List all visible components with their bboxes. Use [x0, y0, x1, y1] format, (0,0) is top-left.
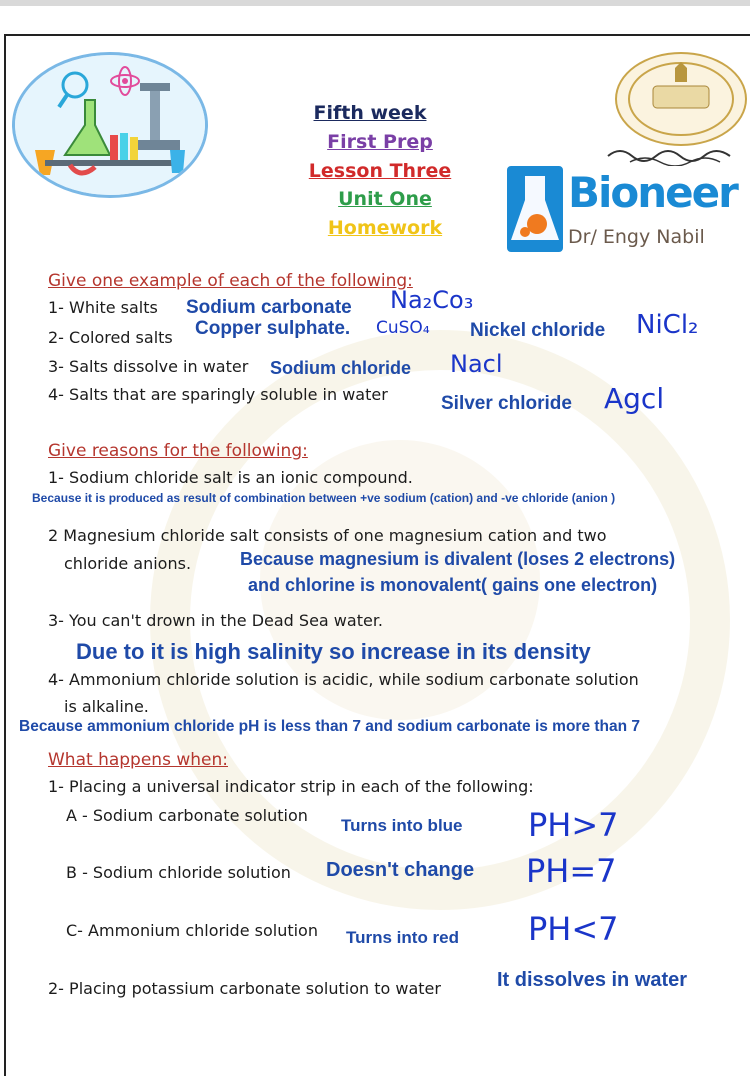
- example-answer-1: Sodium carbonate: [186, 297, 352, 318]
- reason-question-4a: 4- Ammonium chloride solution is acidic, while sodium carbonate solution: [48, 670, 639, 689]
- reason-question-2a: 2 Magnesium chloride salt consists of one magnesium cation and two: [48, 526, 607, 545]
- example-question-3: 3- Salts dissolve in water: [48, 357, 249, 376]
- example-answer-3: Sodium chloride: [270, 358, 412, 378]
- reason-question-3: 3- You can't drown in the Dead Sea water.: [48, 611, 384, 630]
- lab-logo: [12, 52, 208, 198]
- indicator-answer-c: Turns into red: [346, 928, 460, 947]
- example-answer-4: Silver chloride: [441, 393, 572, 414]
- reason-answer-2a: Because magnesium is divalent (loses 2 electrons): [240, 549, 676, 569]
- reason-question-4b: is alkaline.: [64, 697, 149, 716]
- example-answer-2b: Nickel chloride: [470, 320, 606, 341]
- week-title: Fifth week: [313, 102, 427, 124]
- flask-icon: [507, 166, 563, 252]
- indicator-ph-a: PH>7: [528, 806, 619, 844]
- homework-title: Homework: [327, 217, 443, 239]
- arabic-script-icon: [600, 142, 740, 166]
- indicator-question-c: C- Ammonium chloride solution: [66, 921, 318, 940]
- potassium-question: 2- Placing potassium carbonate solution to water: [48, 979, 441, 998]
- bioneer-logo-mark: [507, 166, 563, 252]
- reason-question-2b: chloride anions.: [64, 554, 192, 573]
- indicator-answer-a: Turns into blue: [341, 816, 463, 835]
- top-border: [0, 0, 750, 6]
- example-formula-3: Nacl: [450, 350, 503, 378]
- reason-answer-4: Because ammonium chloride pH is less than 7 and sodium carbonate is more than 7: [19, 718, 641, 735]
- brand-name: Bioneer: [568, 168, 737, 217]
- section-reasons-title: Give reasons for the following:: [48, 441, 308, 461]
- indicator-ph-b: PH=7: [526, 852, 617, 890]
- indicator-ph-c: PH<7: [528, 910, 619, 948]
- section-what-happens-title: What happens when:: [48, 750, 228, 770]
- reason-answer-3: Due to it is high salinity so increase in its density: [76, 639, 591, 664]
- section-examples-title: Give one example of each of the following:: [48, 271, 413, 291]
- reason-question-1: 1- Sodium chloride salt is an ionic compound.: [48, 468, 413, 487]
- reason-answer-1: Because it is produced as result of combination between +ve sodium (cation) and -ve chloride (anion ): [32, 491, 616, 505]
- example-formula-4: Agcl: [604, 382, 665, 415]
- lab-equipment-icon: [15, 55, 205, 195]
- potassium-answer: It dissolves in water: [497, 969, 688, 991]
- example-question-4: 4- Salts that are sparingly soluble in water: [48, 385, 388, 404]
- indicator-question-b: B - Sodium chloride solution: [66, 863, 291, 882]
- lesson-title: Lesson Three: [308, 160, 452, 182]
- example-question-2: 2- Colored salts: [48, 328, 173, 347]
- teacher-name: Dr/ Engy Nabil: [568, 226, 705, 248]
- example-formula-1: Na₂Co₃: [390, 286, 474, 314]
- eagle-emblem-icon: [617, 54, 745, 144]
- indicator-question-a: A - Sodium carbonate solution: [66, 806, 308, 825]
- unit-title: Unit One: [338, 188, 432, 210]
- ministry-seal: [615, 52, 747, 146]
- arabic-seal-text: [600, 142, 740, 166]
- reason-answer-2b: and chlorine is monovalent( gains one electron): [248, 575, 658, 595]
- example-formula-2b: NiCl₂: [636, 310, 699, 340]
- indicator-question-intro: 1- Placing a universal indicator strip in each of the following:: [48, 777, 534, 796]
- example-formula-2: CuSO₄: [376, 318, 430, 338]
- grade-title: First Prep: [327, 131, 433, 153]
- example-question-1: 1- White salts: [48, 298, 158, 317]
- example-answer-2: Copper sulphate.: [195, 318, 351, 339]
- indicator-answer-b: Doesn't change: [326, 859, 475, 881]
